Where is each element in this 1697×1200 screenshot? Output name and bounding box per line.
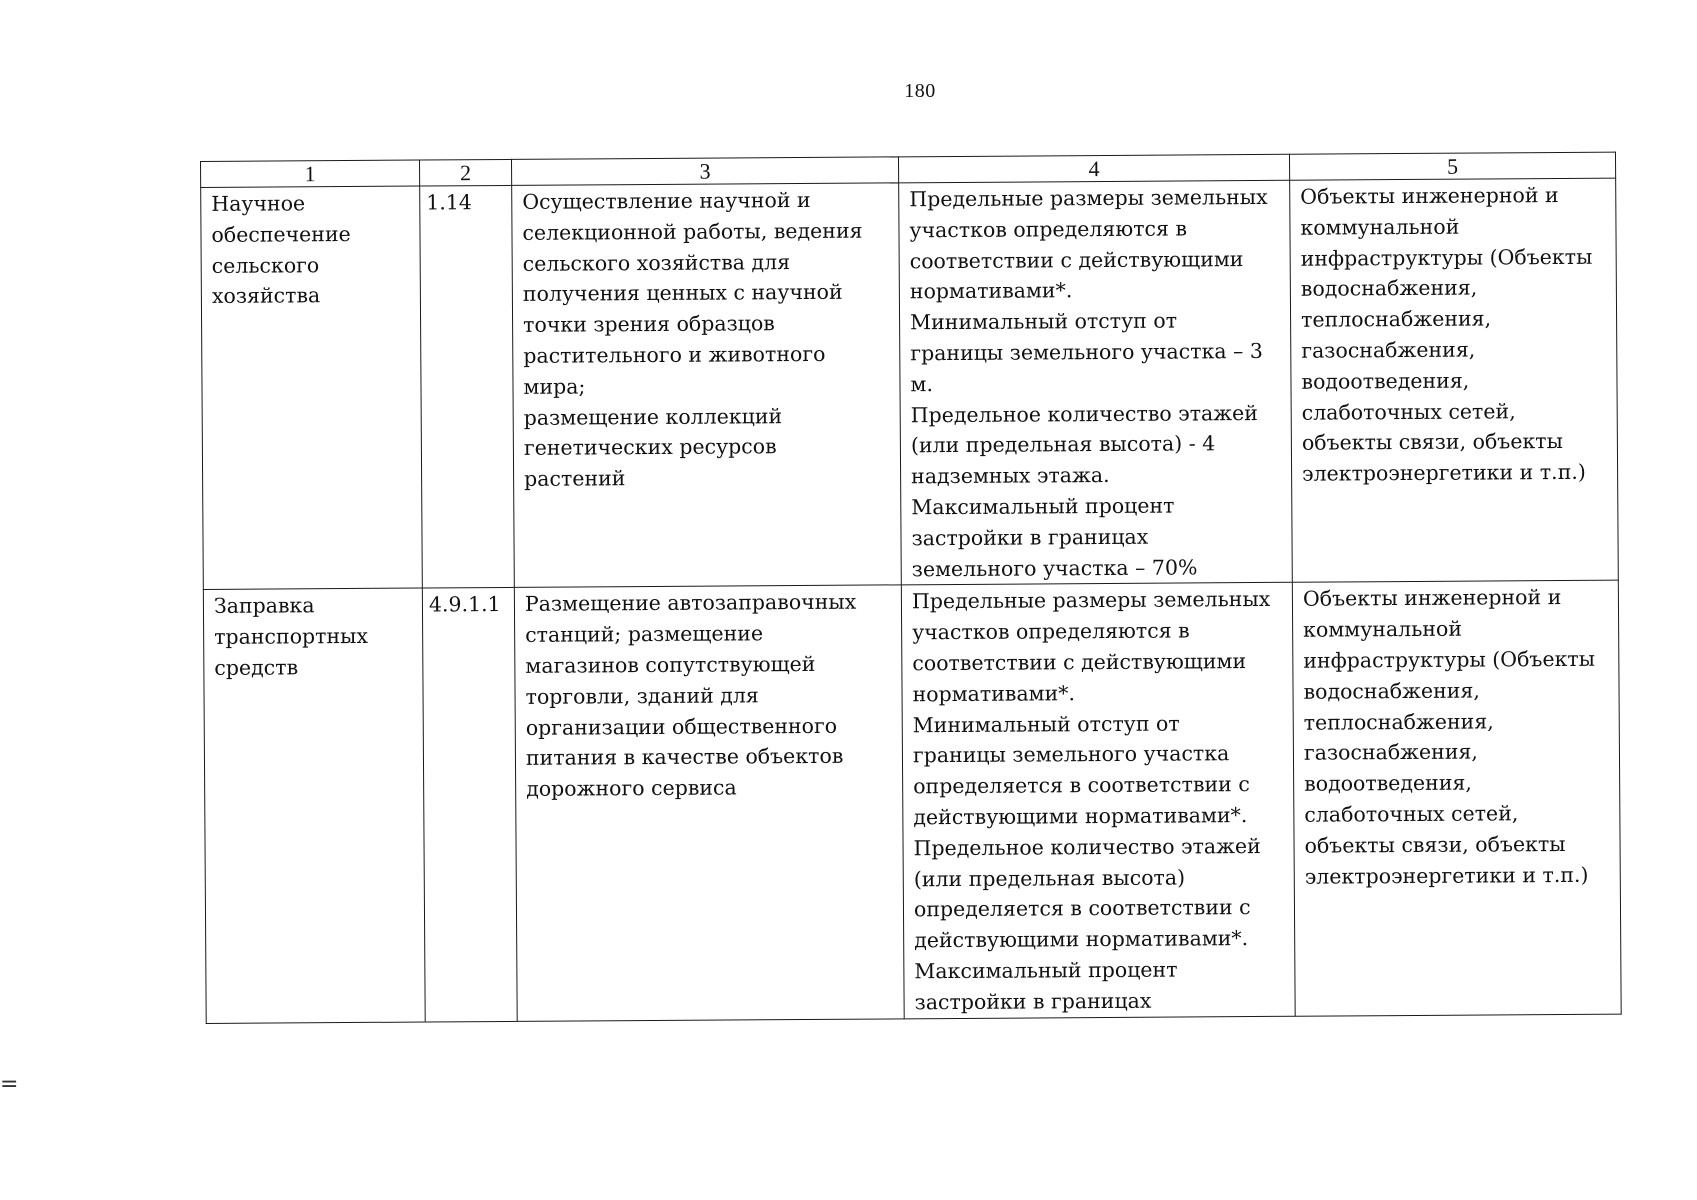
- margin-mark: =: [0, 1072, 19, 1097]
- text-line: сельского хозяйства для: [522, 249, 791, 276]
- text-line: слаботочных сетей,: [1301, 398, 1516, 425]
- text-line: водоотведения,: [1301, 368, 1470, 394]
- text-line: Предельное количество этажей: [913, 833, 1261, 861]
- text-line: питания в качестве объектов: [525, 744, 844, 771]
- text-line: Научное: [211, 191, 306, 216]
- text-line: мира;: [523, 374, 586, 399]
- text-line: слаботочных сетей,: [1304, 801, 1519, 827]
- text-line: участков определяются в: [909, 216, 1188, 243]
- use-type-code: 4.9.1.1: [422, 588, 517, 1023]
- text-line: (или предельная высота): [913, 865, 1186, 891]
- text-line: участков определяются в: [912, 618, 1190, 645]
- text-line: средств: [214, 655, 299, 680]
- text-line: Осуществление научной и: [522, 187, 811, 214]
- text-line: растительного и животного: [523, 341, 826, 368]
- infrastructure-objects: [1290, 178, 1619, 583]
- text-line: дорожного сервиса: [526, 775, 737, 801]
- text-line: надземных этажа.: [911, 463, 1110, 489]
- text-line: водоотведения,: [1304, 770, 1472, 796]
- text-line: генетических ресурсов: [523, 434, 777, 461]
- text-line: Минимальный отступ от: [912, 711, 1180, 737]
- text-line: Предельные размеры земельных: [911, 587, 1271, 614]
- text-line: точки зрения образцов: [523, 311, 775, 338]
- text-line: теплоснабжения,: [1303, 708, 1494, 735]
- text-line: Размещение автозаправочных: [524, 590, 857, 617]
- use-type-description: [514, 585, 904, 1022]
- text-line: коммунальной: [1303, 616, 1463, 642]
- text-line: получения ценных с научной: [522, 280, 843, 307]
- text-line: соответствии с действующими: [909, 246, 1244, 273]
- text-line: транспортных: [214, 624, 369, 650]
- text-line: размещение коллекций: [523, 403, 783, 430]
- column-header-5: 5: [1289, 152, 1615, 180]
- text-line: торговли, зданий для: [525, 683, 759, 709]
- text-line: м.: [910, 371, 934, 397]
- text-line: сельского: [211, 252, 320, 278]
- text-line: объекты связи, объекты: [1304, 831, 1566, 858]
- column-header-1: 1: [201, 160, 420, 187]
- text-line: Объекты инженерной и: [1300, 182, 1559, 209]
- text-line: станций; размещение: [525, 621, 764, 648]
- text-line: газоснабжения,: [1303, 739, 1478, 766]
- text-line: определяется в соответствии с: [913, 895, 1251, 922]
- text-line: растений: [524, 466, 626, 492]
- text-line: обеспечение: [211, 221, 351, 247]
- building-parameters: [901, 583, 1295, 1020]
- text-line: границы земельного участка: [912, 741, 1230, 768]
- text-line: Максимальный процент: [911, 493, 1175, 520]
- text-line: коммунальной: [1300, 214, 1460, 240]
- use-type-name: [203, 588, 425, 1023]
- text-line: земельного участка – 70%: [911, 554, 1198, 581]
- text-line: теплоснабжения,: [1300, 306, 1492, 332]
- text-line: водоснабжения,: [1300, 275, 1478, 302]
- building-parameters: [899, 180, 1293, 585]
- text-line: границы земельного участка – 3: [910, 338, 1263, 366]
- text-line: магазинов сопутствующей: [525, 651, 816, 678]
- column-header-2: 2: [419, 159, 511, 186]
- text-line: объекты связи, объекты: [1301, 429, 1563, 456]
- column-header-4: 4: [898, 154, 1289, 183]
- text-line: электроэнергетики и т.п.): [1302, 459, 1586, 486]
- text-line: действующими нормативами*.: [913, 803, 1248, 830]
- text-line: застройки в границах: [911, 524, 1149, 551]
- text-line: организации общественного: [525, 713, 838, 740]
- text-line: нормативами*.: [912, 680, 1076, 707]
- text-line: соответствии с действующими: [912, 649, 1247, 676]
- use-type-description: [512, 183, 902, 588]
- table-row: [203, 580, 1621, 1023]
- text-line: Предельное количество этажей: [910, 400, 1258, 427]
- land-use-table: [200, 152, 1622, 1025]
- use-type-name: [201, 186, 423, 590]
- text-line: Минимальный отступ от: [910, 308, 1178, 335]
- table-row: [201, 178, 1619, 590]
- text-line: нормативами*.: [909, 278, 1073, 304]
- text-line: водоснабжения,: [1303, 678, 1480, 704]
- text-line: Предельные размеры земельных: [909, 184, 1268, 212]
- text-line: Объекты инженерной и: [1302, 585, 1562, 612]
- page-number: 180: [904, 80, 936, 102]
- text-line: инфраструктуры (Объекты: [1303, 646, 1596, 673]
- use-type-code: 1.14: [420, 185, 515, 588]
- text-line: Заправка: [213, 593, 315, 619]
- text-line: застройки в границах: [914, 988, 1152, 1014]
- text-line: хозяйства: [211, 283, 321, 309]
- column-header-3: 3: [511, 157, 898, 186]
- text-line: газоснабжения,: [1301, 337, 1476, 363]
- text-line: инфраструктуры (Объекты: [1300, 244, 1593, 271]
- text-line: (или предельная высота) - 4: [910, 431, 1216, 458]
- text-line: определяется в соответствии с: [913, 772, 1250, 799]
- infrastructure-objects: [1292, 580, 1621, 1016]
- text-line: действующими нормативами*.: [914, 926, 1249, 953]
- text-line: селекционной работы, ведения: [522, 218, 863, 245]
- text-line: электроэнергетики и т.п.): [1304, 862, 1589, 889]
- text-line: Максимальный процент: [914, 957, 1178, 984]
